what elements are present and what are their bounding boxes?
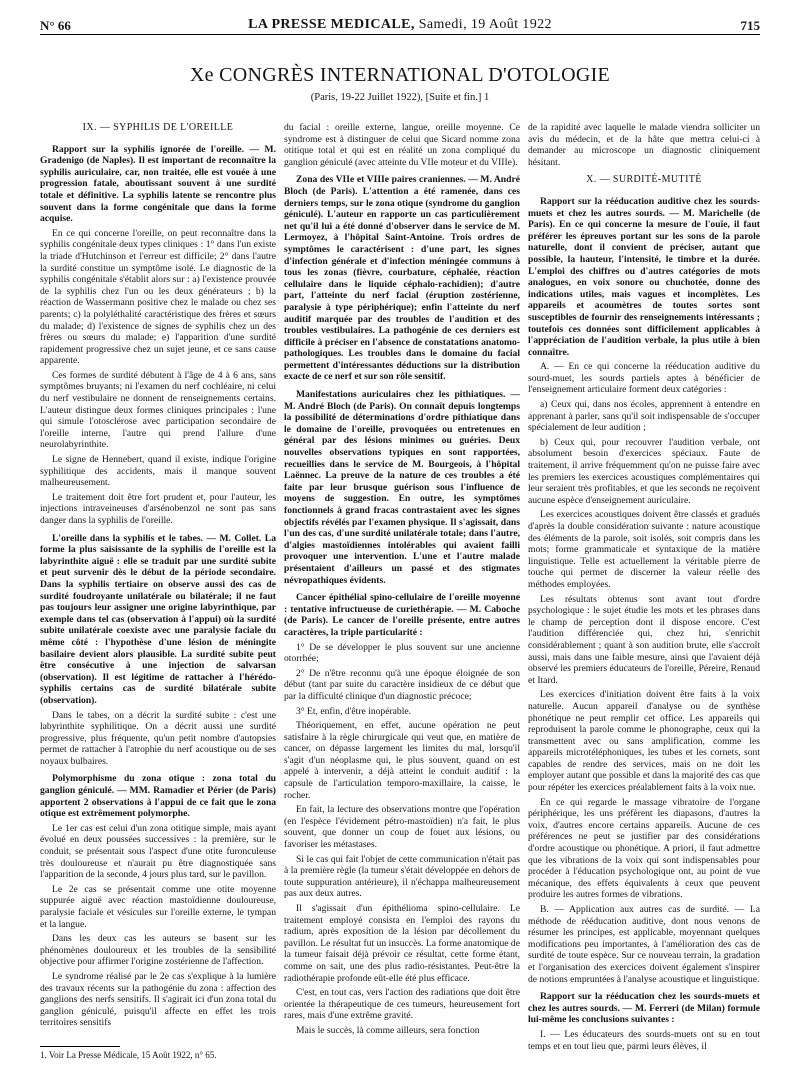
- paragraph: En ce qui concerne l'oreille, on peut reconnaître dans la syphilis congénitale deux types cliniques : 1° dans l'un existe la triade d'Hutchinson et l'erreur est difficile; 2° dans l'autre la surdité constitue un symptôme isolé. Le diagnostic de la syphilis congénitale s'établit alors sur : a) l'existence prouvée de la syphilis chez l'un ou les deux générateurs ; b) la réaction de Wassermann positive chez le malade ou chez ses parents; c) la polyléthalité caractéristique des frères et sœurs du malade; d) l'existence de signes de syphilis chez un des frères ou sœurs du malade; e) l'apparition d'une surdité rapidement progressive chez un sujet jeune, et ce sans cause apparente.: [40, 227, 276, 367]
- running-header: [40, 12, 760, 34]
- paragraph: En fait, la lecture des observations montre que l'opération (en l'espèce l'évidement pétro-mastoïdien) n'a fait, le plus souvent, que donner un coup de fouet aux lésions, ou favoriser les métastases.: [284, 804, 520, 851]
- column-1: [40, 122, 276, 1032]
- section-heading: X. — SURDITÉ-MUTITÉ: [586, 174, 702, 186]
- issue-number: N° 66: [40, 18, 71, 33]
- paragraph: Le syndrome réalisé par le 2e cas s'explique à la lumière des travaux récents sur la pathogénie du zona : affection des ganglions des nerfs sensitifs. Il s'agirait ici d'un zona total du ganglion géniculé, puisqu'il affecte en effet les trois territoires sensitifs: [40, 970, 276, 1029]
- paragraph: Le signe de Hennebert, quand il existe, indique l'origine syphilitique des accidents, mais il manque souvent malheureusement.: [40, 454, 276, 489]
- report-paragraph: Rapport sur la rééducation auditive chez les sourds-muets et chez les autres sourds. — M. Marichelle (de Paris). En ce qui concerne la mesure de l'ouïe, il faut préférer les épreuves portant sur les sons de la parole naturelle, dont il convient de préciser, autant que possible, la hauteur, l'intensité, le timbre et la durée. L'emploi des chiffres ou d'autres catégories de mots analogues, en voix sonore ou chuchotée, donne des indications utiles, mais vagues et incomplètes. Les appareils et acoumètres de toutes sortes sont susceptibles de fournir des renseignements intéressants ; toutefois ces données sont difficilement applicables à l'appréciation de l'audition verbale, la plus utile à bien connaître.: [528, 195, 760, 358]
- report-paragraph: Rapport sur la rééducation chez les sourds-muets et chez les autres sourds. — M. Ferreri (de Milan) formule lui-même les conclusions suivantes :: [528, 991, 760, 1026]
- paragraph: b) Ceux qui, pour recouvrer l'audition verbale, ont absolument besoin d'exercices spéciaux. Faute de traitement, il arrive fréquemment qu'on ne puisse faire avec les premiers les exercices acoustiques complémentaires qui leur seraient très profitables, et que les seconds ne reçoivent aucune espèce d'enseignement auriculaire.: [528, 436, 760, 506]
- paragraph: Le 2e cas se présentait comme une otite moyenne suppurée aiguë avec réaction mastoïdienne douloureuse, paralysie faciale et vésicules sur l'oreille externe, le tympan et la langue.: [40, 883, 276, 930]
- column-2: [284, 122, 520, 1040]
- column-3: [528, 122, 760, 1055]
- paragraph: B. — Application aux autres cas de surdité. — La méthode de rééducation auditive, dont nous venons de résumer les principes, est applicable, moyennant quelques modifications peu importantes, à l'amélioration des cas de surdité de toute espèce. Sur ce nouveau terrain, la gradation et l'organisation des exercices doivent également s'inspirer de notions empruntées à l'analyse acoustique et linguistique.: [528, 904, 760, 985]
- footnote-rule: [40, 1046, 120, 1047]
- report-paragraph: L'oreille dans la syphilis et le tabes. — M. Collet. La forme la plus saisissante de la syphilis de l'oreille est la labyrinthite aiguë : elle se traduit par une surdité subite et peut survenir dès le début de la période secondaire. Dans la syphilis tertiaire on observe aussi des cas de surdité foudroyante unilatérale ou bilatérale; il ne faut pas toujours leur assigner une origine labyrinthique, par exemple dans tel cas (observation à l'appui) où la surdité subite unilatérale coexiste avec une paralysie faciale du même côté : l'hypothèse d'une lésion de méningite basilaire devient alors plausible. La surdité subite peut être consécutive à une injection de salvarsan (observation). Il est légitime de rattacher à l'hérédo-syphilis certains cas de surdité bilatérale subite (observation).: [40, 532, 276, 706]
- article-subtitle: (Paris, 19-22 Juillet 1922), [Suite et fin.] 1: [310, 92, 490, 103]
- article-title: Xe CONGRÈS INTERNATIONAL D'OTOLOGIE: [189, 64, 611, 86]
- paragraph: 3° Et, enfin, d'être inopérable.: [296, 705, 412, 717]
- paragraph: Dans les deux cas les auteurs se basent sur les phénomènes douloureux et les troubles de la sensibilité objective pour affirmer l'origine zostérienne de l'affection.: [40, 933, 276, 968]
- report-paragraph: Rapport sur la syphilis ignorée de l'oreille. — M. Gradenigo (de Naples). Il est important de reconnaître la syphilis auriculaire, car, non traitée, elle est vouée à une progression fatale, aboutissant souvent à une surdité totale et définitive. La syphilis latente se rencontre plus souvent dans la forme congénitale que dans la forme acquise.: [40, 143, 276, 225]
- paragraph: Les résultats obtenus sont avant tout d'ordre psychologique : le sujet étudie les mots et les phrases dans le champ de perception dont il dispose encore. C'est l'audition différenciée qui, chez lui, s'enrichit considérablement ; quant à son audition brute, elle s'accroît aussi, mais dans une faible mesure, ainsi que l'avaient déjà observé les premiers éducateurs de l'oreille, Péreire, Renaud et Itard.: [528, 593, 760, 686]
- paragraph: C'est, en tout cas, vers l'action des radiations que doit être orientée la thérapeutique de ces tumeurs, heureusement fort rares, mais d'une extrême gravité.: [284, 987, 520, 1022]
- column-2-body: [284, 122, 520, 1037]
- issue-date: Samedi, 19 Août 1922: [418, 17, 552, 32]
- paragraph: Le 1er cas est celui d'un zona otitique simple, mais ayant évolué en deux poussées successives : la première, sur le conduit, se présentait sous l'aspect d'une otite furonculeuse très douloureuse et n'aurait pu être diagnostiquée sans l'apparition de la seconde, 4 jours plus tard, sur le pavillon.: [40, 822, 276, 881]
- report-paragraph: Zona des VIIe et VIIIe paires craniennes. — M. André Bloch (de Paris). L'attention a été ramenée, dans ces derniers temps, sur le zona otique (syndrome du ganglion géniculé). L'auteur en rapporte un cas particulièrement net qu'il lui a été donné d'observer dans le service de M. Lermoyez, à l'hôpital Saint-Antoine. Trois ordres de symptômes le caractérisent : d'une part, les signes d'infection générale et d'infection méningée communs à tous les zonas (fièvre, courbature, céphalée, réaction cellulaire dans le liquide céphalo-rachidien); d'autre part, l'atteinte du nerf facial (éruption zostérienne, paralysie à type périphérique); enfin l'atteinte du nerf auditif marquée par des troubles de l'audition et des troubles vestibulaires. La pathogénie de ces derniers est difficile à préciser en l'absence de constatations anatomo-pathologiques. Les troubles dans le domaine du facial permettent d'intéressantes déductions sur la distribution exacte de ce nerf et sur son rôle sensitif.: [284, 174, 520, 383]
- paragraph: 2° De n'être reconnu qu'à une époque éloignée de son début (tant par suite du caractère insidieux de ce début que par la difficulté clinique d'un diagnostic précoce;: [284, 667, 520, 702]
- column-3-body: [528, 122, 760, 1052]
- journal-masthead: [40, 17, 760, 33]
- report-paragraph: Cancer épithélial spino-cellulaire de l'oreille moyenne : tentative infructueuse de curiethérapie. — M. Caboche (de Paris). Le cancer de l'oreille présente, entre autres caractères, la triple particularité :: [284, 592, 520, 638]
- column-1-body: [40, 144, 276, 1029]
- paragraph: Ces formes de surdité débutent à l'âge de 4 à 6 ans, sans symptômes bruyants; ni l'examen du nerf cochléaire, ni celui du nerf vestibulaire ne donnent de renseignements certains. L'auteur distingue deux formes cliniques principales : l'une qui simule l'otosclérose avec participation secondaire de l'oreille interne, l'autre qui prend l'allure d'une neurolabyrinthite.: [40, 369, 276, 451]
- paragraph: du facial : oreille externe, langue, oreille moyenne. Ce syndrome est à distinguer de celui que Sicard nomme zona otitique total et qui est en réalité un zona compliqué du ganglion géniculé (avec atteinte du VIIe moteur et du VIIIe).: [284, 122, 520, 168]
- paragraph: En ce qui regarde le massage vibratoire de l'organe périphérique, les uns préfèrent les diapasons, d'autres la voix, d'autres encore certains appareils. Aucune de ces préférences ne peut se justifier par des considérations d'ordre acoustique ou phonétique. A priori, il faut admettre que les vibrations de la voix qui sont indispensables pour procéder à l'éducation psychologique ont, au point de vue mécanique, des effets équivalents à ceux que peuvent produire les autres formes de vibrations.: [528, 796, 760, 901]
- paragraph: de la rapidité avec laquelle le malade viendra solliciter un avis du médecin, et de la hâte que mettra celui-ci à demander au microscope un diagnostic cliniquement hésitant.: [528, 122, 760, 168]
- paragraph: Le traitement doit être fort prudent et, pour l'auteur, les injections intraveineuses d'arsénobenzol ne sont pas sans danger dans la syphilis de l'oreille.: [40, 491, 276, 526]
- paragraph: Mais le succès, là comme ailleurs, sera fonction: [296, 1024, 480, 1036]
- footnote: 1. Voir La Presse Médicale, 15 Août 1922, n° 65.: [40, 1050, 217, 1060]
- paragraph: Théoriquement, en effet, aucune opération ne peut satisfaire à la règle chirurgicale qui veut que, en matière de cancer, on dépasse largement les limites du mal, lorsqu'il s'agit d'un néoplasme qui, le plus souvent, quand on est appelé à intervenir, a déjà atteint le conduit auditif : la capsule de l'articulation temporo-maxillaire, la caisse, le rocher.: [284, 720, 520, 801]
- paragraph: Il s'agissait d'un épithélioma spino-cellulaire. Le traitement employé consista en l'emploi des rayons du radium, après exposition de la lésion par décollement du pavillon. Le résultat fut un insuccès. La forme anatomique de la tumeur faisait déjà prévoir ce résultat, cette forme étant, comme on sait, une des plus radio-résistantes. Peut-être la radiothérapie profonde eût-elle été plus efficace.: [284, 903, 520, 984]
- paragraph: Les exercices d'initiation doivent être faits à la voix naturelle. Aucun appareil d'analyse ou de synthèse phonétique ne peut remplir cet office. Les appareils qui reproduisent la parole comme le phonographe, ceux qui la transmettent avec ou sans amplification, comme les appareils microtéléphoniques, les tubes et les cornets, sont capables de rendre des services, mais on ne doit les employer autant que possible et dans la majorité des cas que pour répéter les exercices préalablement faits à la voix nue.: [528, 689, 760, 794]
- paragraph: A. — En ce qui concerne la rééducation auditive du sourd-muet, les sourds partiels aptes à bénéficier de l'enseignement articulaire forment deux catégories :: [528, 361, 760, 396]
- paragraph: Si le cas qui fait l'objet de cette communication n'était pas à la première règle (la tumeur s'était développée en dehors de toute suppuration antérieure), il n'échappa malheureusement pas aux deux autres.: [284, 853, 520, 900]
- paragraph: 1° De se développer le plus souvent sur une ancienne otorrhée;: [284, 641, 520, 665]
- paragraph: I. — Les éducateurs des sourds-muets ont su en tout temps et en tout lieu que, parmi leurs élèves, il: [528, 1028, 760, 1052]
- paragraph: Dans le tabes, on a décrit la surdité subite : c'est une labyrinthite syphilitique. On a décrit aussi une surdité progressive, plus fréquente, qu'un petit nombre d'autopsies permet de rattacher à l'atrophie du nerf acoustique ou de ses noyaux bulbaires.: [40, 709, 276, 767]
- paragraph: a) Ceux qui, dans nos écoles, apprennent à entendre en apprenant à parler, sans qu'il soit indispensable de s'occuper spécialement de leur audition ;: [528, 399, 760, 434]
- section-heading: IX. — SYPHILIS DE L'OREILLE: [82, 122, 234, 133]
- page-number: 715: [740, 18, 760, 33]
- journal-name: LA PRESSE MEDICALE,: [248, 17, 415, 32]
- report-paragraph: Manifestations auriculaires chez les pithiatiques. — M. André Bloch (de Paris). On connaît depuis longtemps la possibilité de déterminations d'ordre pithiatique dans le domaine de l'oreille, provoquées ou entretenues en général par des lésions minimes ou guéries. Deux nouvelles observations typiques en sont rapportées, recueillies dans le service de M. Bourgeois, à l'hôpital Laënnec. La preuve de la nature de ces troubles a été faite par leur brusque guérison sous l'influence de moyens de suggestion. En outre, les symptômes fonctionnels à grand fracas contrastaient avec les signes objectifs révélés par l'examen physique. Il s'agissait, dans l'un des cas, d'une surdité unilatérale totale; dans l'autre, d'algies mastoïdiennes intolérables qui avaient failli provoquer une intervention. L'une et l'autre malade présentaient d'ailleurs un passé et des stigmates névropathiques évidents.: [284, 389, 520, 586]
- header-rule: [40, 34, 760, 35]
- paragraph: Les exercices acoustiques doivent être classés et gradués d'après la double considération suivante : nature acoustique des éléments de la parole, soit isolés, soit compris dans les mots; forme grammaticale et syntaxique de la matière linguistique. Telle est actuellement la véritable pierre de touche qui permet de discerner la valeur réelle des méthodes employées.: [528, 509, 760, 590]
- report-paragraph: Polymorphisme du zona otique : zona total du ganglion géniculé. — MM. Ramadier et Périer (de Paris) apportent 2 observations à l'appui de ce fait que le zona otique est extrêmement polymorphe.: [40, 773, 276, 820]
